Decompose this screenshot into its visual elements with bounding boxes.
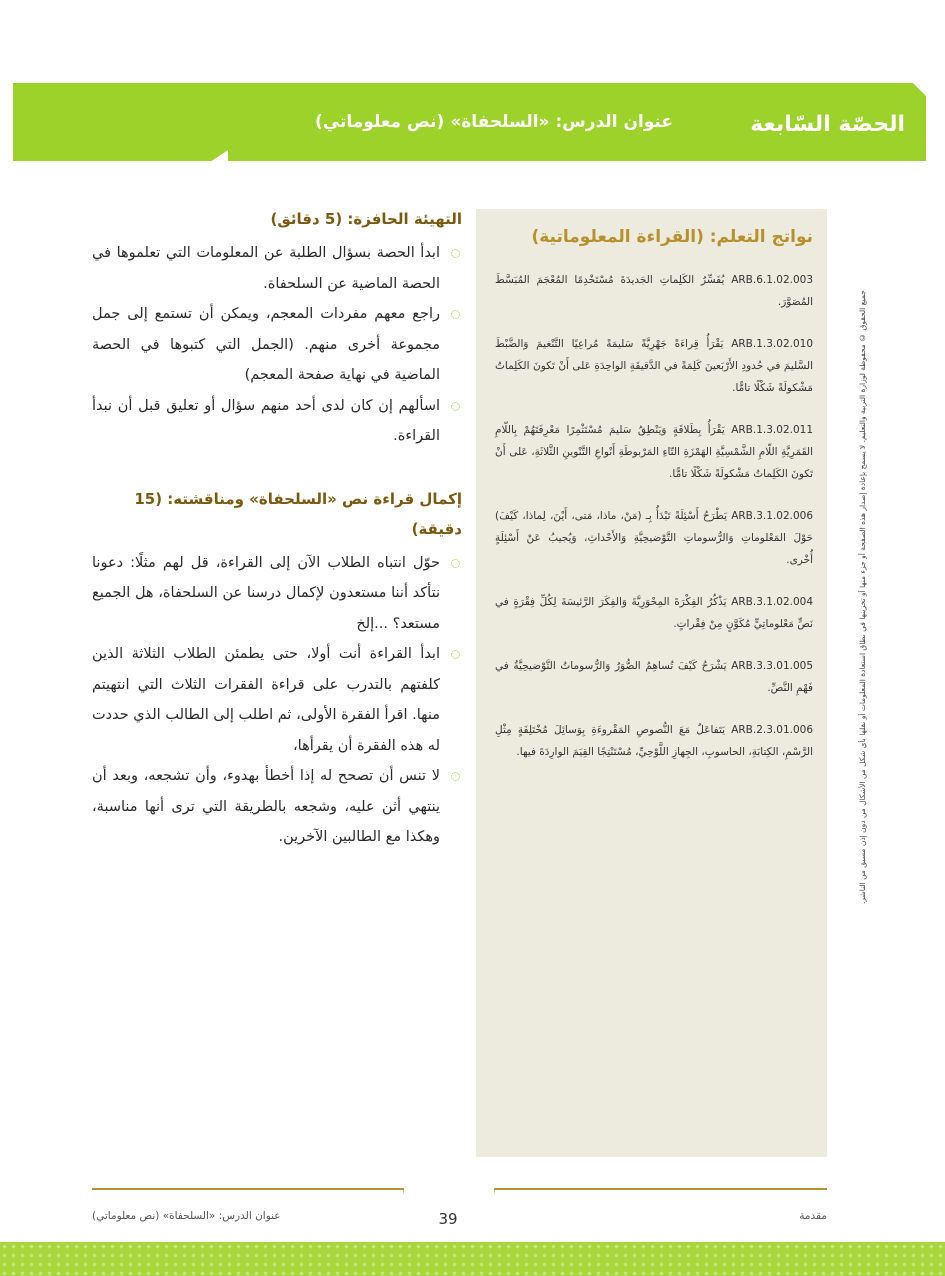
bullet-text: راجع معهم مفردات المعجم، ويمكن أن تستمع إلى جمل مجموعة أخرى منهم. (الجمل التي كتبوها في الحصة الماضية في نهاية صفحة المعجم) — [92, 306, 440, 383]
reading-list — [92, 548, 462, 853]
reading-heading: إكمال قراءة نص «السلحفاة» ومناقشته: (15 دقيقة) — [134, 489, 462, 538]
outcome-item — [495, 419, 813, 485]
outcome-code: ARB.3.1.02.004 — [731, 596, 813, 608]
bullet-icon — [451, 402, 460, 411]
learning-outcomes-panel — [476, 209, 827, 1157]
session-title: الحصّة السّابعة — [750, 112, 905, 137]
bullet-text: ابدأ القراءة أنت أولا، حتى يطمئن الطلاب الثلاثة الذين كلفتهم بالتدرب على قراءة الفقرات الثلاث التي انتهيتم منها. اقرأ الفقرة الأولى، ثم اطلب إلى الطالب الذي حددت له هذه الفقرة أن يقرأها، — [92, 646, 440, 754]
list-item — [92, 391, 462, 452]
list-item — [92, 299, 462, 391]
outcome-text: يَطْرَحُ أَسْئِلَةً تَبْدَأُ بِـ (مَنْ، ماذا، مَتى، أَيْنَ، لِماذا، كَيْفَ) حَوْلَ المَعْلوماتِ وَالرُّسوماتِ التَّوْضيحِيَّةِ وَالأَحْداثِ، وَيُجيبُ عَنْ أَسْئِلَةٍ أُخْرى. — [495, 510, 813, 566]
bullet-icon — [451, 772, 460, 781]
list-item — [92, 548, 462, 640]
bullet-text: اسألهم إن كان لدى أحد منهم سؤال أو تعليق قبل أن نبدأ القراءة. — [92, 397, 440, 444]
outcome-item — [495, 333, 813, 399]
outcome-text: يَذْكُرُ الفِكْرَةَ المِحْوَرِيَّةَ وَالفِكَرَ الرَّئيسَةَ لِكُلِّ فِقْرَةٍ في نَصٍّ مَعْلوماتِيٍّ مُكَوَّنٍ مِنْ فِقْراتٍ. — [495, 596, 813, 630]
header-notch — [913, 83, 929, 99]
footer-section-label: مقدمة — [799, 1210, 827, 1222]
outcome-code: ARB.1.3.02.011 — [731, 424, 813, 436]
outcome-item — [495, 655, 813, 699]
outcomes-list — [495, 269, 813, 783]
outcome-text: يُفَسِّرُ الكَلِماتِ الجَديدَةَ مُسْتَخْدِمًا المُعْجَمَ المُبَسَّطَ المُصَوَّرَ. — [495, 274, 813, 308]
list-item — [92, 238, 462, 299]
list-item — [92, 639, 462, 761]
lesson-plan-column — [92, 204, 462, 853]
bullet-text: ابدأ الحصة بسؤال الطلبة عن المعلومات التي تعلموها في الحصة الماضية عن السلحفاة. — [92, 245, 440, 292]
header-divider — [234, 161, 914, 163]
outcome-item — [495, 591, 813, 635]
outcomes-heading: نواتج التعلم: (القراءة المعلوماتية) — [531, 227, 813, 247]
outcome-text: يَقْرَأُ قِراءَةً جَهْرِيَّةً سَليمَةً مُراعِيًا التَّنْغيمَ وَالضَّبْطَ السَّليمَ في حُدودِ الأَرْبَعينَ كَلِمَةً في الدَّقيقَةِ الواحِدَةِ عَلى أَنْ تَكونَ الكَلِماتُ مَشْكولَةً شَكْلًا تامًّا. — [495, 338, 813, 394]
outcome-text: يَشْرَحُ كَيْفَ تُساهِمُ الصُّوَرُ وَالرُّسوماتُ التَّوْضيحِيَّةُ في فَهْمِ النَّصِّ. — [495, 660, 813, 694]
outcome-text: يَقْرَأُ بِطَلاقَةٍ وَيَنْطِقُ سَليمَ مُسْتَثْمِرًا مَعْرِفَتَهُمْ بِاللّامِ القَمَرِيَّةِ اللّامِ الشَّمْسِيَّةِ الهَمْزَةِ التّاءِ المَرْبوطَةِ أَنْواعِ التَّنْوينِ الثَّلاثَةِ، عَلى أَنْ تَكونَ الكَلِماتُ مَشْكولَةً شَكْلًا تامًّا. — [495, 424, 813, 480]
footer-pattern-band — [0, 1242, 945, 1276]
list-item — [92, 761, 462, 853]
outcome-code: ARB.2.3.01.006 — [731, 724, 813, 736]
bullet-text: لا تنس أن تصحح له إذا أخطأ بهدوء، وأن تشجعه، وبعد أن ينتهي أثن عليه، وشجعه بالطريقة التي ترى أنها مناسبة، وهكذا مع الطالبين الآخرين. — [92, 768, 440, 845]
outcome-item — [495, 269, 813, 313]
copyright-notice: جميع الحقوق © محفوظة لوزارة التربية والتعليم. لا يسمح بإعادة إصدار هذه الصفحة أو جزء منها أو تخزينها في نطاق استعادة المعلومات أو نقلها بأي شكل من الأشكال من دون إذن مسبق من الناشر. — [858, 290, 867, 904]
bullet-icon — [451, 249, 460, 258]
outcome-code: ARB.3.1.02.006 — [731, 510, 813, 522]
outcome-item — [495, 719, 813, 763]
bullet-icon — [451, 559, 460, 568]
page-number: 39 — [438, 1210, 458, 1228]
outcome-item — [495, 505, 813, 571]
warmup-list — [92, 238, 462, 452]
outcome-text: يَتَفاعَلُ مَعَ النُّصوصِ المَقْروءَةِ بِوَسائِلَ مُخْتَلِفَةٍ مِثْلِ الرَّسْمِ، الكِتابَةِ، الحاسوبِ، الجِهازِ اللَّوْحِيِّ، مُسْتَنْتِجًا القِيَمَ الوارِدَةَ فيها. — [495, 724, 813, 758]
outcome-code: ARB.1.3.02.010 — [731, 338, 813, 350]
warmup-heading: التهيئة الحافزة: (5 دقائق) — [270, 210, 462, 228]
outcome-code: ARB.6.1.02.003 — [731, 274, 813, 286]
bullet-icon — [451, 650, 460, 659]
bullet-text: حوّل انتباه الطلاب الآن إلى القراءة، قل لهم مثلًا: دعونا نتأكد أننا مستعدون لإكمال درسنا عن السلحفاة، هل الجميع مستعد؟ ...إلخ — [92, 554, 440, 632]
footer-lesson-label: عنوان الدرس: «السلحفاة» (نص معلوماتي) — [92, 1210, 281, 1222]
outcome-code: ARB.3.3.01.005 — [731, 660, 813, 672]
bullet-icon — [451, 310, 460, 319]
lesson-title: عنوان الدرس: «السلحفاة» (نص معلوماتي) — [315, 112, 673, 132]
